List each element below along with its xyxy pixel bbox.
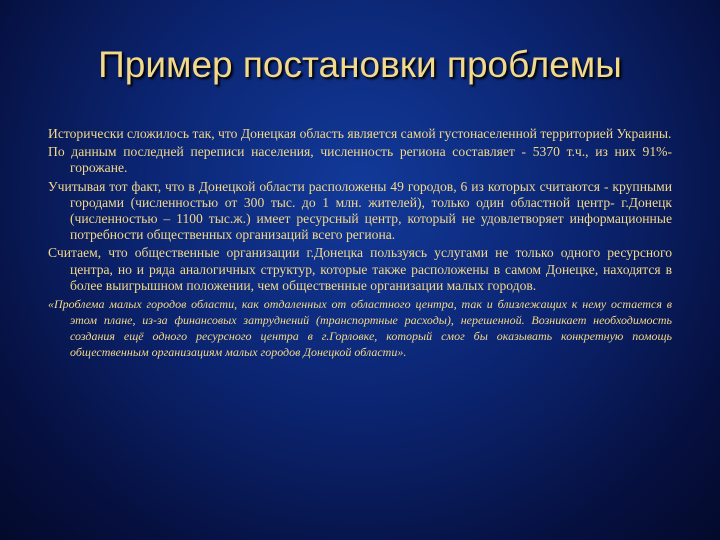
paragraph-history: Исторически сложилось так, что Донецкая область является самой густонаселенной территорией Украины. bbox=[48, 126, 672, 141]
slide-title: Пример постановки проблемы bbox=[98, 44, 622, 85]
slide-body bbox=[48, 126, 672, 362]
paragraph-cities: Учитывая тот факт, что в Донецкой области расположены 49 городов, 6 из которых считаются - крупными городами (численностью от 300 тыс. до 1 млн. жителей), только один областной центр- г.Донецк (численностью – 1100 тыс.ж.) имеет ресурсный центр, который не удовлетворяет информационные потребности общественных организаций всего региона. bbox=[48, 178, 672, 243]
quote-paragraph: «Проблема малых городов области, как отдаленных от областного центра, так и близлежащих к нему остается в этом плане, из-за финансовых затруднений (транспортные расходы), нерешенной. Возникает необходимость создания ещё одного ресурсного центра в г.Горловке, который смог бы оказывать конкретную помощь общественным организациям малых городов Донецкой области». bbox=[48, 297, 672, 360]
paragraph-organizations: Считаем, что общественные организации г.Донецка пользуясь услугами не только одного ресурсного центра, но и ряда аналогичных структур, которые также расположены в самом Донецке, находятся в более выигрышном положении, чем общественные организации малых городов. bbox=[48, 245, 672, 293]
paragraph-census: По данным последней переписи населения, численность региона составляет - 5370 т.ч., из них 91%- горожане. bbox=[48, 144, 672, 176]
